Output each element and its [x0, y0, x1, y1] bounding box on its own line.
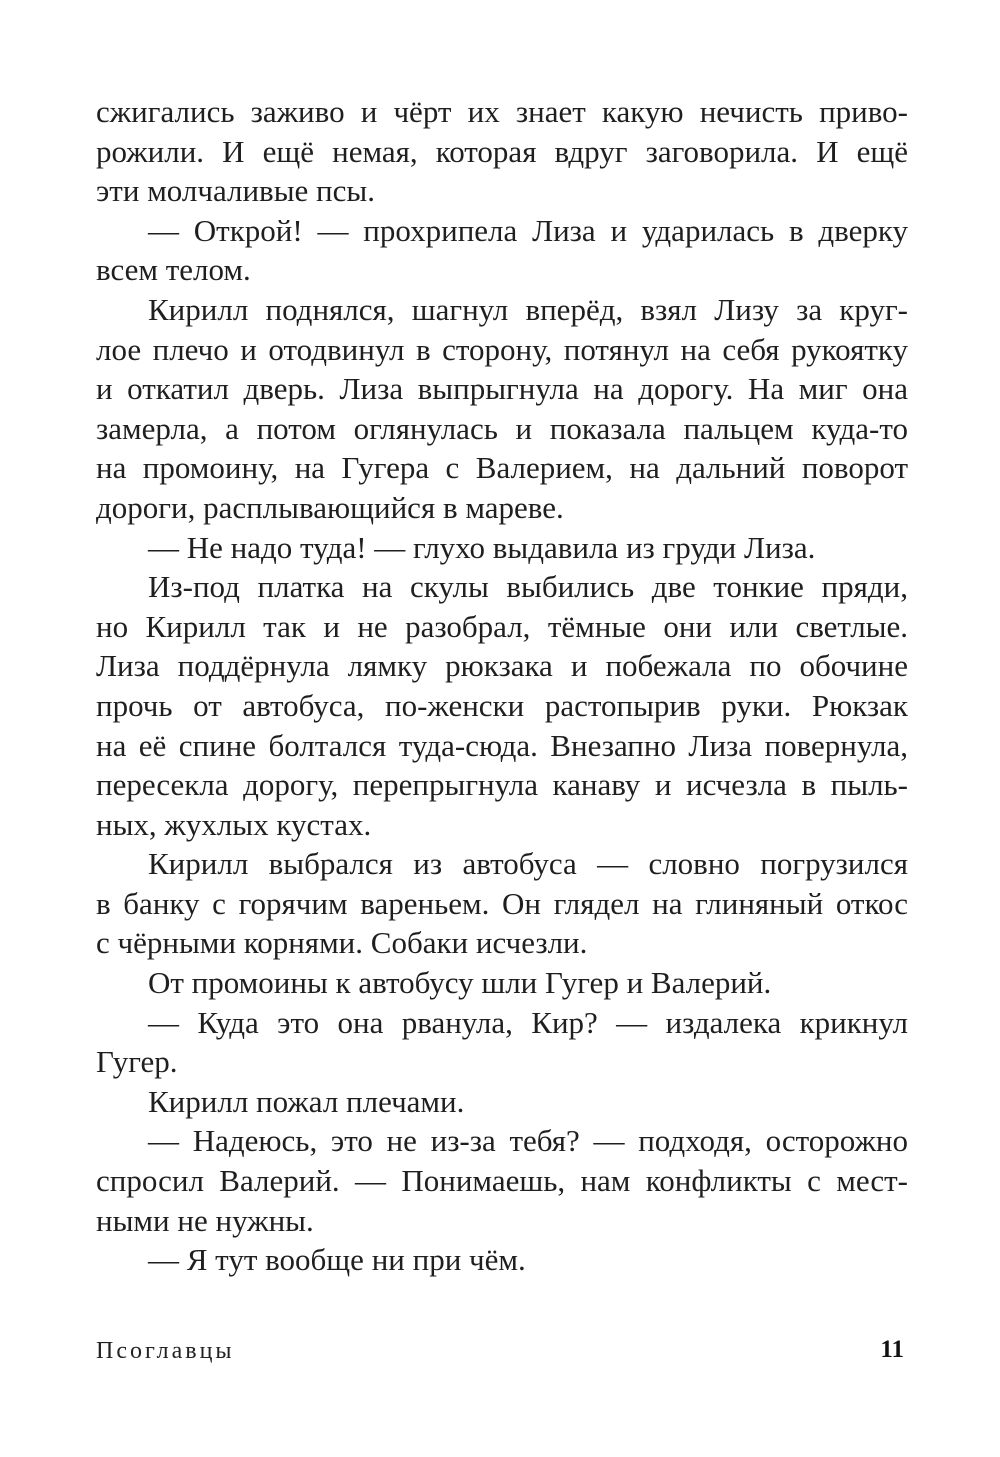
page-number: 11 — [880, 1336, 904, 1363]
text-line: эти молчаливые псы. — [96, 173, 375, 209]
text-line: с чёрными корнями. Собаки исчезли. — [96, 925, 588, 961]
text-line: пересекла дорогу, перепрыгнула канаву и исчезла в пыль- — [96, 767, 908, 803]
text-line: всем телом. — [96, 252, 251, 288]
text-line: Кирилл поднялся, шагнул вперёд, взял Лизу за круг- — [148, 291, 908, 327]
text-line: Из-под платка на скулы выбились две тонкие пряди, — [148, 569, 908, 605]
text-line: в банку с горячим вареньем. Он глядел на глиняный откос — [96, 885, 908, 921]
text-line: Гугер. — [96, 1044, 178, 1080]
text-line: — Открой! — прохрипела Лиза и ударилась в дверку — [148, 212, 908, 248]
text-line: и откатил дверь. Лиза выпрыгнула на дорогу. На миг она — [96, 371, 908, 407]
text-line: спросил Валерий. — Понимаешь, нам конфликты с мест- — [96, 1163, 908, 1199]
text-line: рожили. И ещё немая, которая вдруг заговорила. И ещё — [96, 133, 908, 169]
text-line: — Надеюсь, это не из-за тебя? — подходя, осторожно — [148, 1123, 908, 1159]
text-line: Кирилл выбрался из автобуса — словно погрузился — [148, 846, 908, 882]
text-line: сжигались заживо и чёрт их знает какую нечисть приво- — [96, 94, 908, 129]
text-line: замерла, а потом оглянулась и показала пальцем куда-то — [96, 410, 908, 446]
text-line: — Не надо туда! — глухо выдавила из груди Лиза. — [148, 529, 816, 565]
text-line: — Я тут вообще ни при чём. — [148, 1242, 526, 1278]
text-line: прочь от автобуса, по-женски растопырив руки. Рюкзак — [96, 687, 908, 723]
text-line: но Кирилл так и не разобрал, тёмные они или светлые. — [96, 608, 908, 644]
text-line: лое плечо и отодвинул в сторону, потянул на себя рукоятку — [96, 331, 908, 367]
text-line: дороги, расплывающийся в мареве. — [96, 489, 564, 525]
text-line: От промоины к автобусу шли Гугер и Валерий. — [148, 965, 772, 1001]
text-line: ными не нужны. — [96, 1202, 314, 1238]
body-text — [96, 92, 908, 1280]
text-line: Лиза поддёрнула лямку рюкзака и побежала по обочине — [96, 648, 908, 684]
text-line: на её спине болтался туда-сюда. Внезапно Лиза повернула, — [96, 727, 908, 763]
text-line: — Куда это она рванула, Кир? — издалека крикнул — [148, 1004, 908, 1040]
text-line: на промоину, на Гугера с Валерием, на дальний поворот — [96, 450, 908, 486]
text-line: Кирилл пожал плечами. — [148, 1083, 465, 1119]
running-footer-title: Псоглавцы — [96, 1338, 235, 1364]
text-line: ных, жухлых кустах. — [96, 806, 372, 842]
